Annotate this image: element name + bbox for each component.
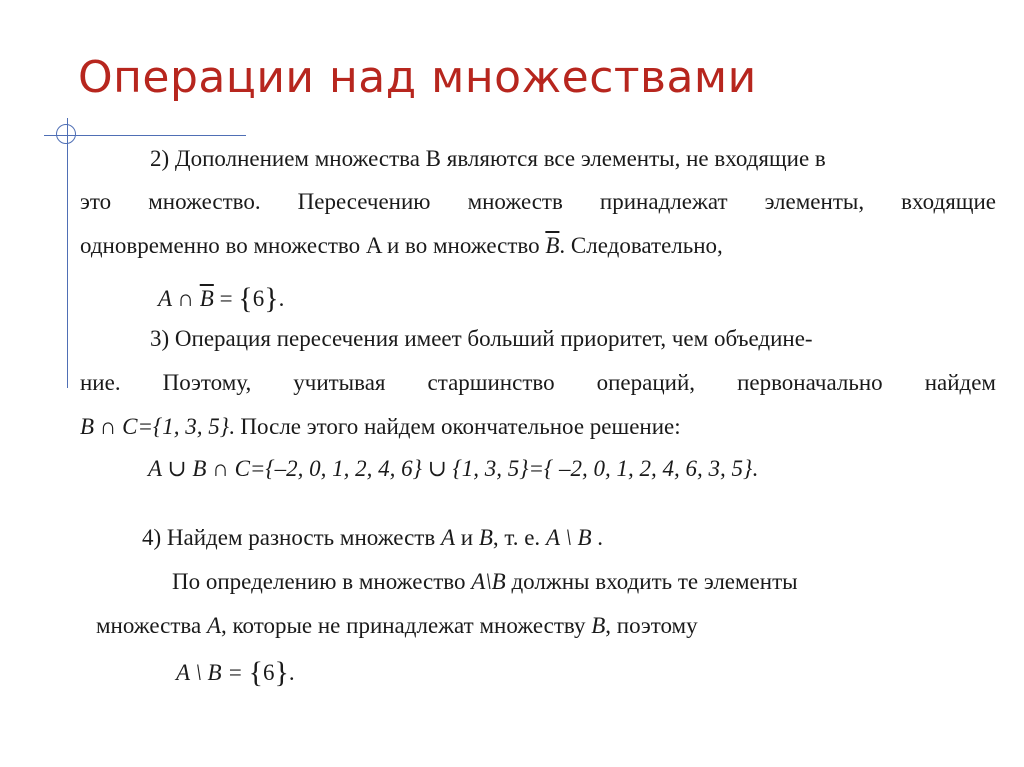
p4-line-1-end: . <box>597 525 604 550</box>
p2-line-3-b-bar: $\overline{B}$ <box>545 233 560 258</box>
p3-line-2: ние. Поэтому, учитывая старшинство операций, первоначально найдем <box>80 370 996 395</box>
p2-formula-rbrace: } <box>264 282 279 315</box>
p4-formula-rbrace: } <box>274 656 289 689</box>
slide-title: Операции над множествами <box>78 52 757 103</box>
decorative-vertical-line <box>67 118 68 388</box>
p3-line-1: 3) Операция пересечения имеет больший приоритет, чем объедине- <box>150 326 813 351</box>
p3-line-3-text: . После этого найдем окончательное решение: <box>228 414 681 439</box>
p4-formula <box>176 656 295 689</box>
p4-line-2-text: По определению в множество <box>172 569 466 594</box>
p4-line-3-a: A <box>206 613 221 638</box>
p4-line-1-text: 4) Найдем разность множеств <box>142 525 436 550</box>
p3-formula-math: A ∪ B ∩ C={–2, 0, 1, 2, 4, 6} ∪ {1, 3, 5}={ –2, 0, 1, 2, 4, 6, 3, 5} <box>148 456 753 481</box>
p4-formula-value: 6 <box>263 660 275 685</box>
p4-line-3-end: , поэтому <box>605 613 698 638</box>
p4-line-3-b: B <box>591 613 606 638</box>
p4-line-1-ie: , т. е. <box>492 525 541 550</box>
p2-line-1: 2) Дополнением множества B являются все элементы, не входящие в <box>150 146 826 171</box>
p4-line-1-and: и <box>460 525 474 550</box>
p4-line-1 <box>142 526 603 549</box>
p4-line-1-a: A <box>440 525 456 550</box>
p2-line-2: это множество. Пересечению множеств принадлежат элементы, входящие <box>80 189 996 214</box>
p4-line-1-b: B <box>478 525 493 550</box>
p4-formula-end: . <box>288 660 295 685</box>
p3-formula-end: . <box>752 456 758 481</box>
p4-line-2-end: должны входить те элементы <box>511 569 798 594</box>
p4-line-1-diff: A \ B <box>545 525 592 550</box>
p4-line-3-mid: , которые не принадлежат множеству <box>221 613 586 638</box>
p2-formula-end: . <box>278 286 285 311</box>
p4-line-2 <box>172 570 798 593</box>
p2-formula-value: 6 <box>252 286 265 311</box>
p3-line-3-math: B ∩ C={1, 3, 5} <box>80 414 229 439</box>
p4-line-3 <box>96 614 698 637</box>
p4-line-2-diff: A\B <box>471 569 506 594</box>
p2-formula-lbrace: { <box>238 282 253 315</box>
p3-line-3 <box>80 415 681 438</box>
p3-formula <box>148 457 758 480</box>
p2-line-3 <box>80 234 723 257</box>
p4-line-3-text: множества <box>96 613 202 638</box>
p2-formula <box>158 282 285 315</box>
p2-formula-eq: = <box>219 286 233 311</box>
p2-formula-b: $\overline{B}$ <box>199 286 214 311</box>
p4-formula-diff: A \ B = <box>176 660 243 685</box>
p4-formula-lbrace: { <box>248 656 263 689</box>
p2-formula-a: A ∩ <box>158 286 194 311</box>
p2-line-3-text: одновременно во множество A и во множество <box>80 233 540 258</box>
p2-line-3-end: . Следовательно, <box>559 233 723 258</box>
crosshair-icon <box>56 124 76 144</box>
